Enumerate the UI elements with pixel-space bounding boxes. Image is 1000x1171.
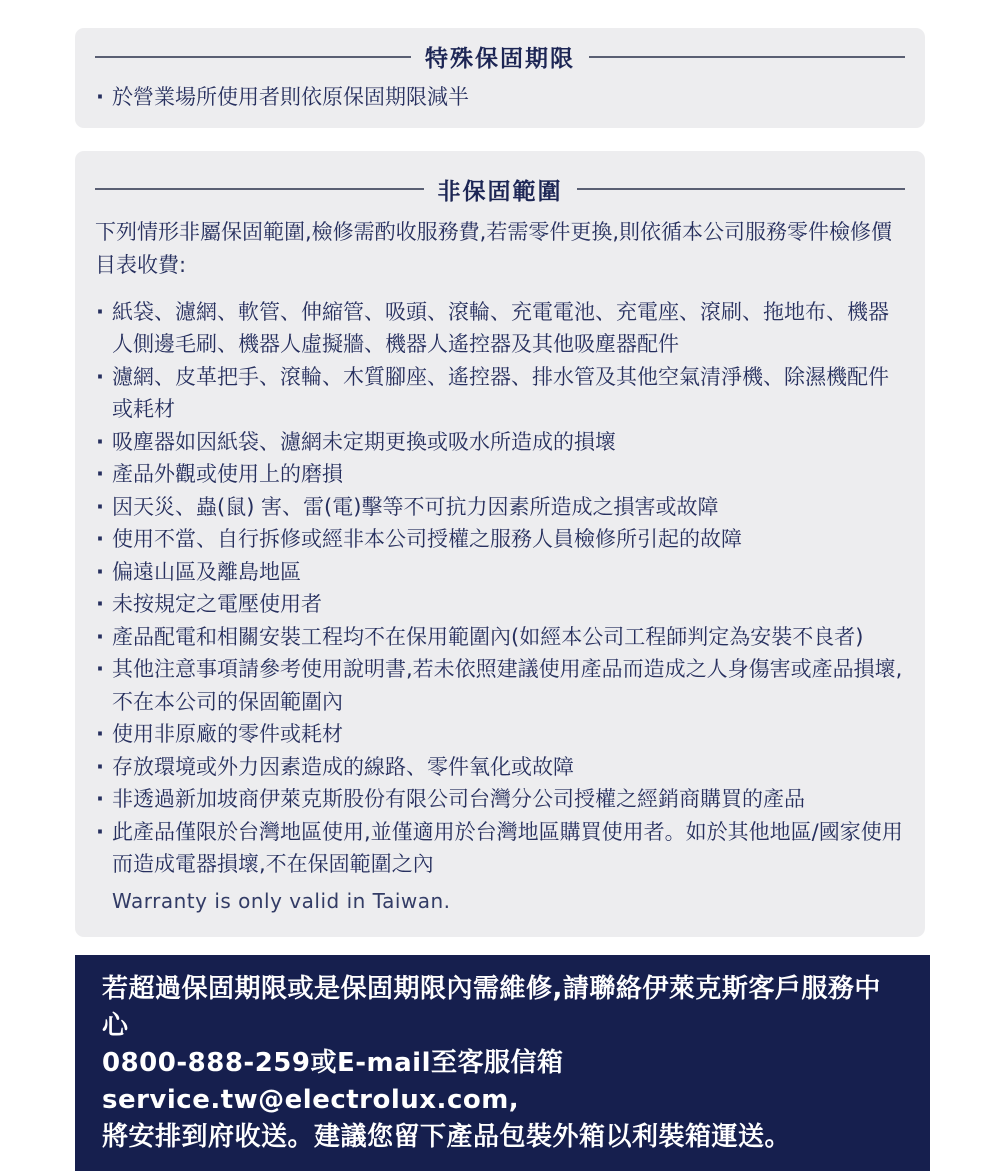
list-item: · 產品外觀或使用上的磨損 [95,458,905,491]
list-item: · 非透過新加坡商伊萊克斯股份有限公司台灣分公司授權之經銷商購買的產品 [95,783,905,816]
warranty-english-footnote: Warranty is only valid in Taiwan. [112,888,451,913]
special-warranty-list [95,81,905,114]
footer-line: 將安排到府收送。建議您留下產品包裝外箱以利裝箱運送。 [102,1121,792,1152]
footer-contact-notice [75,955,930,1171]
list-item: · 偏遠山區及離島地區 [95,556,905,589]
section-special-warranty-period [75,28,925,128]
title-divider-right [589,56,905,58]
footer-line: 若超過保固期限或是保固期限內需維修,請聯絡伊萊克斯客戶服務中心 [102,973,881,1041]
title-divider-right [577,188,906,190]
list-item: · 使用非原廠的零件或耗材 [95,718,905,751]
footer-line: 0800-888-259或E-mail至客服信箱service.tw@electrolux.com, [102,1047,564,1115]
list-item: · 濾網、皮革把手、滾輪、木質腳座、遙控器、排水管及其他空氣清淨機、除濕機配件或耗材 [95,361,905,426]
section-non-warranty-scope [75,151,925,937]
list-item: · 存放環境或外力因素造成的線路、零件氧化或故障 [95,751,905,784]
list-item: · 其他注意事項請參考使用說明書,若未依照建議使用產品而造成之人身傷害或產品損壞,不在本公司的保固範圍內 [95,653,905,718]
section-header [95,173,905,206]
list-item: · 產品配電和相關安裝工程均不在保用範圍內(如經本公司工程師判定為安裝不良者) [95,621,905,654]
list-item: · 此產品僅限於台灣地區使用,並僅適用於台灣地區購買使用者。如於其他地區/國家使用而造成電器損壞,不在保固範圍之內 [95,816,905,881]
section-header [95,40,905,73]
list-item: · 紙袋、濾網、軟管、伸縮管、吸頭、滾輪、充電電池、充電座、滾刷、拖地布、機器人側邊毛刷、機器人虛擬牆、機器人遙控器及其他吸塵器配件 [95,296,905,361]
non-warranty-intro: 下列情形非屬保固範圍,檢修需酌收服務費,若需零件更換,則依循本公司服務零件檢修價目表收費: [95,219,893,277]
list-item: · 使用不當、自行拆修或經非本公司授權之服務人員檢修所引起的故障 [95,523,905,556]
section-title: 非保固範圍 [437,178,563,205]
list-item: · 未按規定之電壓使用者 [95,588,905,621]
list-item: · 因天災、蟲(鼠) 害、雷(電)擊等不可抗力因素所造成之損害或故障 [95,491,905,524]
section-title: 特殊保固期限 [425,46,575,72]
list-item: · 於營業場所使用者則依原保固期限減半 [95,81,905,114]
list-item: · 吸塵器如因紙袋、濾網未定期更換或吸水所造成的損壞 [95,426,905,459]
footer-lines [102,971,903,1156]
non-warranty-list [95,296,905,881]
title-divider-left [95,56,411,58]
title-divider-left [95,188,424,190]
